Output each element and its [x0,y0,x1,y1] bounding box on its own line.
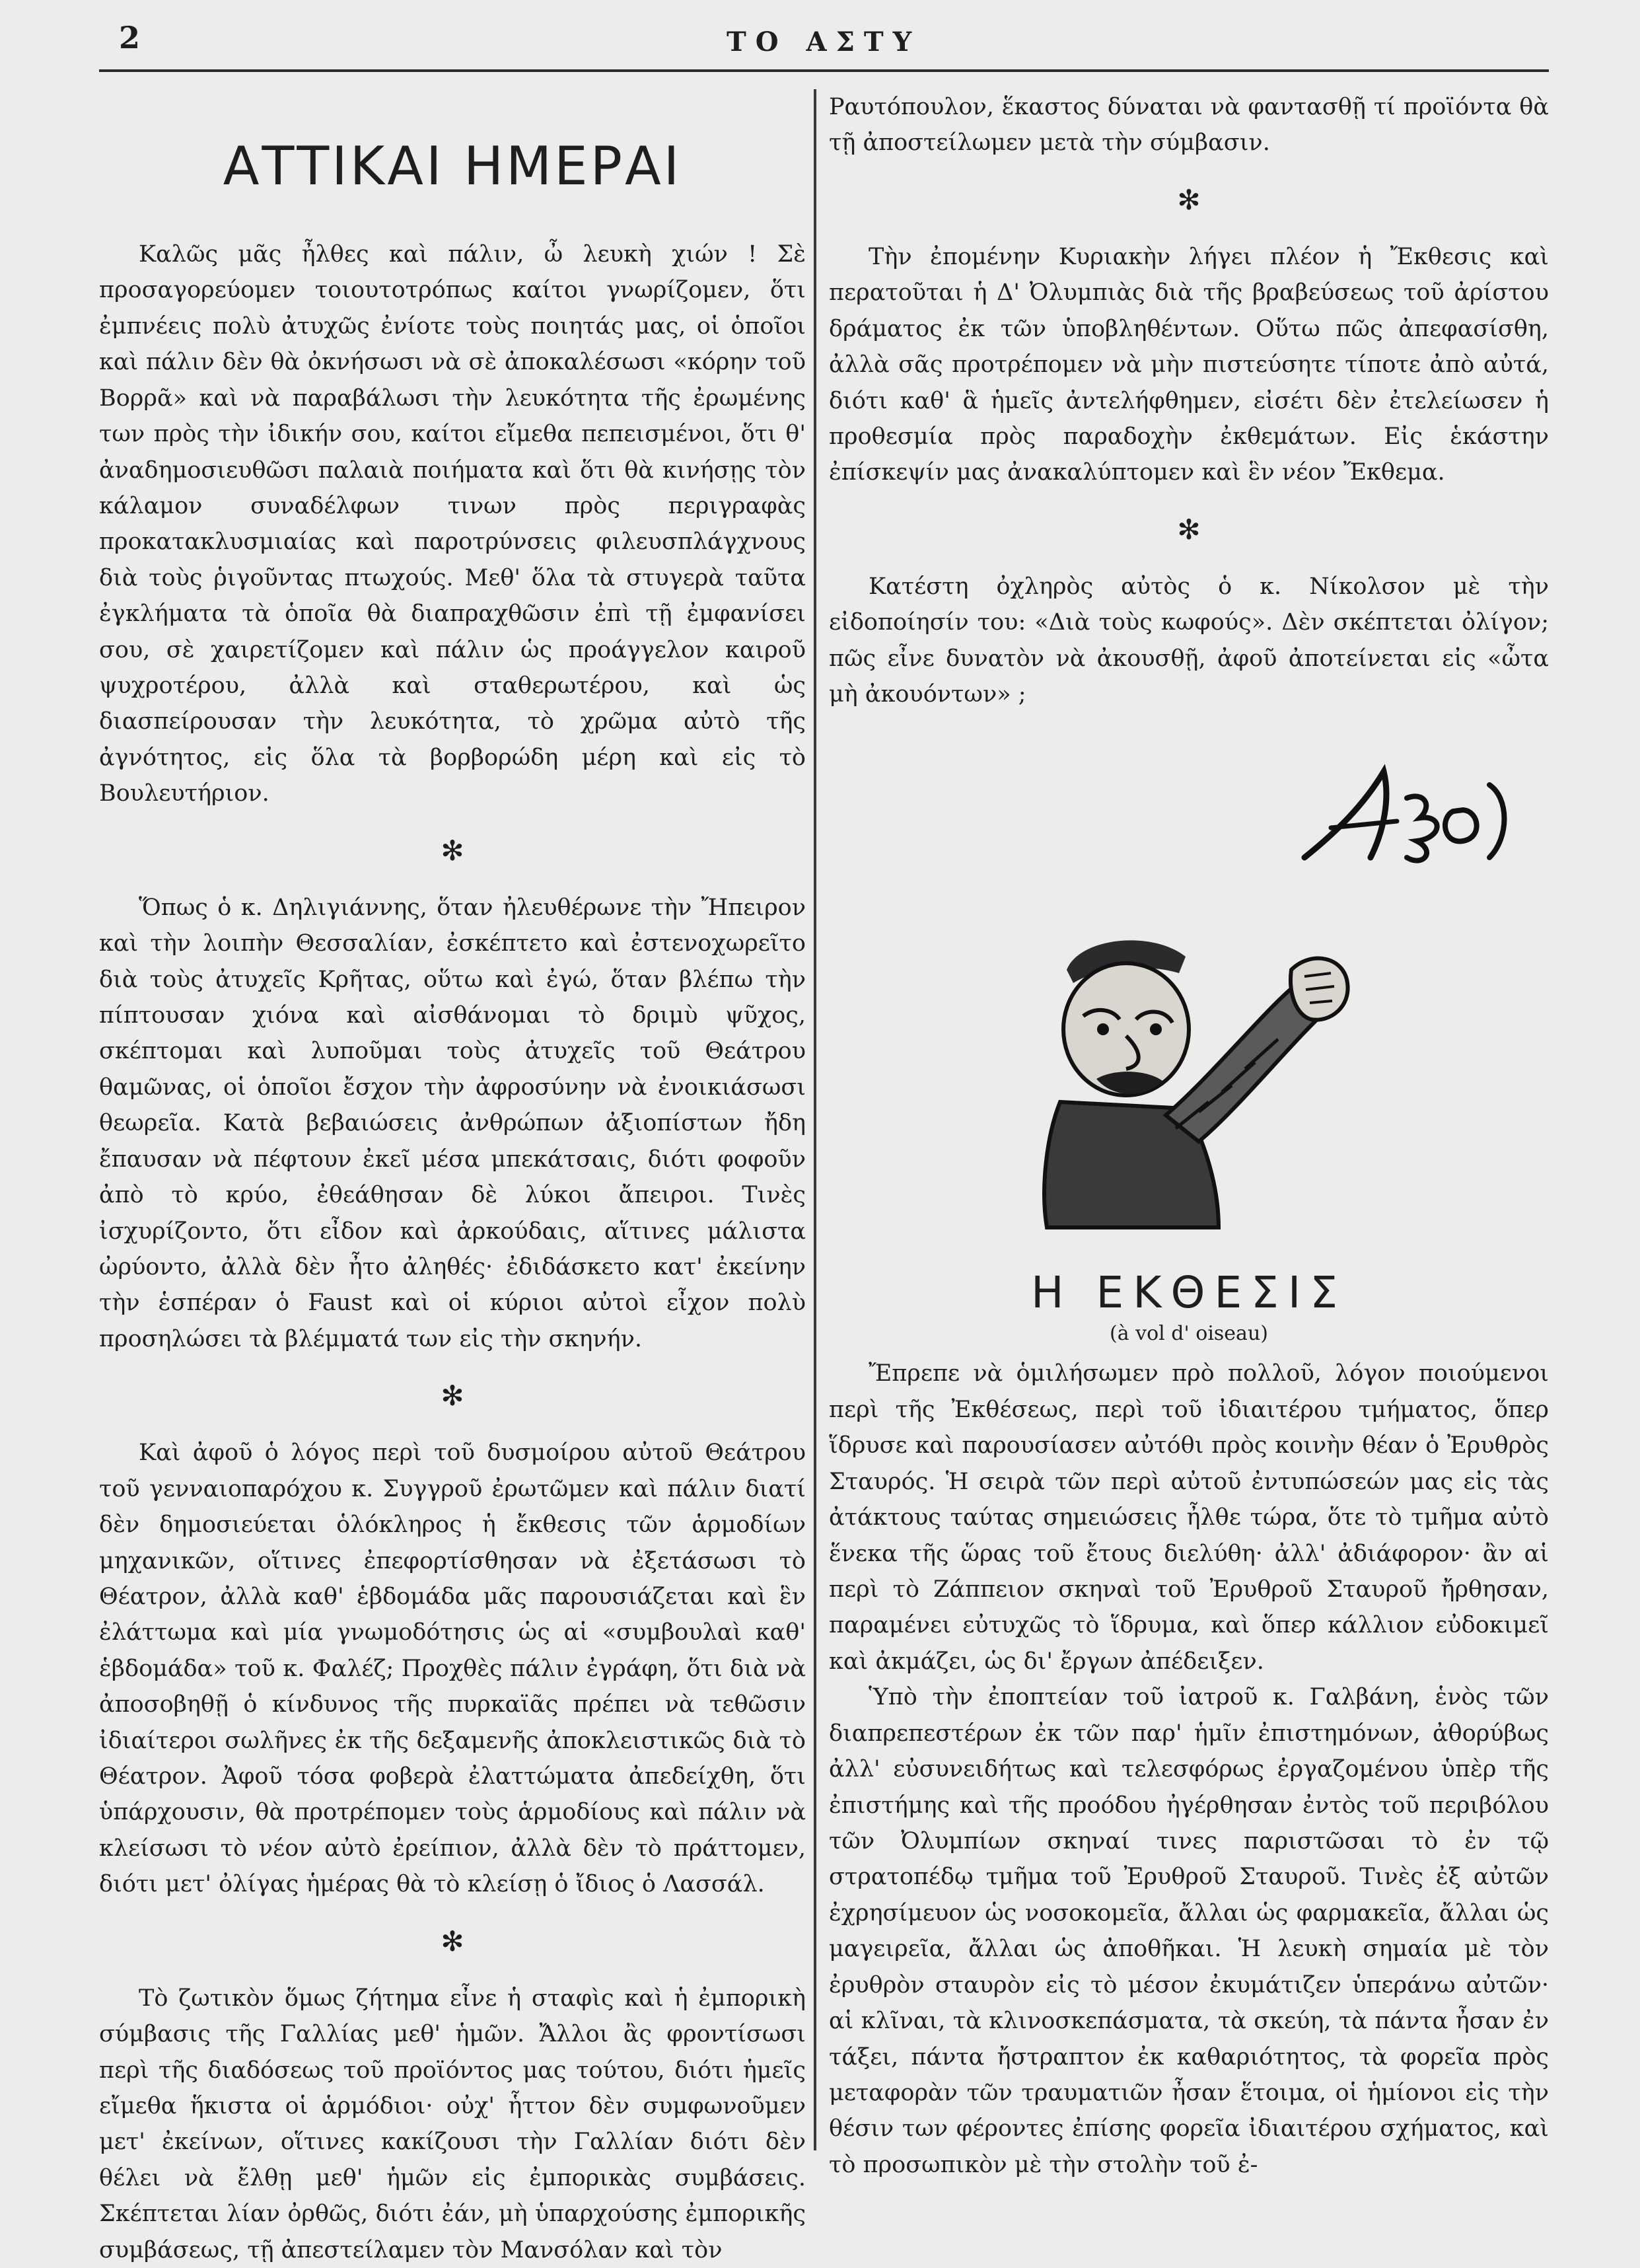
masthead: ΤΟ ΑΣΤΥ [727,26,921,57]
caricature-figure [1020,910,1364,1241]
author-signature [829,758,1549,877]
left-column [99,89,806,2268]
asterism: ✻ [441,1924,464,1957]
column-divider [814,89,816,2150]
paragraph: Ἔπρεπε νὰ ὁμιλήσωμεν πρὸ πολλοῦ, λόγον ποιούμενοι περὶ τῆς Ἐκθέσεως, περὶ τοῦ ἰδιαιτέρου τμήματος, ὅπερ ἵδρυσε καὶ παρουσίασεν αὐτόθι πρὸς κοινὴν θέαν ὁ Ἐρυθρὸς Σταυρός. Ἡ σειρὰ τῶν περὶ αὐτοῦ ἐντυπώσεών μας εἰς τὰς ἀτάκτους ταύτας σημειώσεις ἦλθε τώρα, ὅτε τὸ τμῆμα αὐτὸ ἕνεκα τῆς ὥρας τοῦ ἔτους διελύθη· ἀλλ' ἀδιάφορον· ἂν αἱ περὶ τὸ Ζάππειον σκηναὶ τοῦ Ἐρυθροῦ Σταυροῦ ἤρθησαν, παραμένει εὐτυχῶς τὸ ἵδρυμα, καὶ ὅπερ κάλλιον εὐδοκιμεῖ καὶ ἀκμάζει, ὡς δι' ἔργων ἀπέδειξεν. [829,1360,1549,1675]
paragraph: Κατέστη ὀχληρὸς αὐτὸς ὁ κ. Νίκολσον μὲ τὴν εἰδοποίησίν του: «Διὰ τοὺς κωφούς». Δὲν σκέπτεται ὀλίγον; πῶς εἶνε δυνατὸν νὰ ἀκουσθῇ, ἀφοῦ ἀποτείνεται εἰς «ὦτα μὴ ἀκουόντων» ; [829,573,1549,708]
paragraph: Τὴν ἐπομένην Κυριακὴν λήγει πλέον ἡ Ἔκθεσις καὶ περατοῦται ἡ Δ' Ὀλυμπιὰς διὰ τῆς βραβεύσεως τοῦ ἀρίστου δράματος ἐκ τῶν ὑποβληθέντων. Οὕτω πῶς ἀπεφασίσθη, ἀλλὰ σᾶς προτρέπομεν νὰ μὴν πιστεύσητε τίποτε ἀπὸ αὐτά, διότι καθ' ἃ ἡμεῖς ἀντελήφθημεν, εἰσέτι δὲν ἐτελείωσεν ἡ προθεσμία πρὸς παραδοχὴν ἐκθεμάτων. Εἰς ἑκάστην ἐπίσκεψίν μας ἀνακαλύπτομεν καὶ ἓν νέον Ἔκθεμα. [829,243,1549,486]
section-title-ekthesis: Η ΕΚΘΕΣΙΣ [1030,1267,1347,1319]
paragraph: Ὑπὸ τὴν ἐποπτείαν τοῦ ἰατροῦ κ. Γαλβάνη, ἑνὸς τῶν διαπρεπεστέρων ἐκ τῶν παρ' ἡμῖν ἐπιστημόνων, ἀθορύβως ἀλλ' εὐσυνειδήτως καὶ τελεσφόρως ἐργαζομένου ὑπὲρ τῆς ἐπιστήμης καὶ τῆς προόδου ἠγέρθησαν ἐντὸς τοῦ περιβόλου τῶν Ὀλυμπίων σκηναί τινες παριστῶσαι τὸ ἐν τῷ στρατοπέδῳ τμῆμα τοῦ Ἐρυθροῦ Σταυροῦ. Τινὲς ἐξ αὐτῶν ἐχρησίμευον ὡς νοσοκομεῖα, ἄλλαι ὡς φαρμακεῖα, ἄλλαι ὡς μαγειρεῖα, ἄλλαι ὡς ἀποθῆκαι. Ἡ λευκὴ σημαία μὲ τὸν ἐρυθρὸν σταυρὸν εἰς τὸ μέσον ἐκυμάτιζεν ὑπεράνω αὐτῶν· αἱ κλῖναι, τὰ κλινοσκεπάσματα, τὰ σκεύη, τὰ πάντα ἦσαν ἐν τάξει, πάντα ἤστραπτον ἐκ καθαριότητος, τὰ φορεῖα πρὸς μεταφορὰν τῶν τραυματιῶν ἦσαν ἕτοιμα, οἱ ἡμίονοι εἰς τὴν θέσιν των φέροντες ἐπίσης φορεῖα ἰδιαιτέρου σχήματος, καὶ τὸ προσωπικὸν μὲ τὴν στολὴν τοῦ ἐ- [829,1684,1549,2178]
page-number: 2 [119,20,141,55]
asterism: ✻ [441,1379,464,1412]
caricature-illustration [829,910,1549,1254]
paragraph: Τὸ ζωτικὸν ὅμως ζήτημα εἶνε ἡ σταφὶς καὶ ἡ ἐμπορικὴ σύμβασις τῆς Γαλλίας μεθ' ἡμῶν. Ἄλλοι ἂς φροντίσωσι περὶ τῆς διαδόσεως τοῦ προϊόντος μας τούτου, διότι ἡμεῖς εἴμεθα ἥκιστα οἱ ἁρμόδιοι· οὐχ' ἧττον δὲν συμφωνοῦμεν μετ' ἐκείνων, οἵτινες κακίζουσι τὴν Γαλλίαν διότι δὲν θέλει νὰ ἔλθῃ μεθ' ἡμῶν εἰς ἐμπορικὰς συμβάσεις. Σκέπτεται λίαν ὀρθῶς, διότι ἐάν, μὴ ὑπαρχούσης ἐμπορικῆς συμβάσεως, τῇ ἀπεστείλαμεν τὸν Μανσόλαν καὶ τὸν [99,1985,806,2263]
asterism: ✻ [1177,183,1201,216]
right-column [829,89,1549,2183]
paragraph: Ὅπως ὁ κ. Δηλιγιάννης, ὅταν ἠλευθέρωνε τὴν Ἤπειρον καὶ τὴν λοιπὴν Θεσσαλίαν, ἐσκέπτετο καὶ ἐστενοχωρεῖτο διὰ τοὺς ἀτυχεῖς Κρῆτας, οὕτω καὶ ἐγώ, ὅταν βλέπω τὴν πίπτουσαν χιόνα καὶ αἰσθάνομαι τὸ δριμὺ ψῦχος, σκέπτομαι καὶ λυποῦμαι τοὺς ἀτυχεῖς τοῦ Θεάτρου θαμῶνας, οἱ ὁποῖοι ἔσχον τὴν ἀφροσύνην νὰ ἐνοικιάσωσι θεωρεῖα. Κατὰ βεβαιώσεις ἀνθρώπων ἀξιοπίστων ἤδη ἔπαυσαν νὰ πέφτουν ἐκεῖ μέσα μπεκάτσαις, διότι φοφοῦν ἀπὸ τὸ κρύο, ἐθεάθησαν δὲ λύκοι ἄπειροι. Τινὲς ἰσχυρίζοντο, ὅτι εἶδον καὶ ἀρκούδαις, αἵτινες μάλιστα ὠρύοντο, ἀλλὰ δὲν ἦτο ἀληθές· ἐδιδάσκετο κατ' ἐκείνην τὴν ἑσπέραν ὁ Faust καὶ οἱ κύριοι αὐτοὶ εἶχον πολὺ προσηλώσει τὰ βλέμματά των εἰς τὴν σκηνήν. [99,894,806,1352]
header-rule [99,69,1549,72]
asterism: ✻ [1177,513,1201,546]
asterism: ✻ [441,834,464,867]
section-subtitle: (à vol d' oiseau) [1110,1322,1268,1346]
paragraph: Καὶ ἀφοῦ ὁ λόγος περὶ τοῦ δυσμοίρου αὐτοῦ Θεάτρου τοῦ γενναιοπαρόχου κ. Συγγροῦ ἐρωτῶμεν καὶ πάλιν διατί δὲν δημοσιεύεται ὁλόκληρος ἡ ἔκθεσις τῶν ἁρμοδίων μηχανικῶν, οἵτινες ἐπεφορτίσθησαν νὰ ἐξετάσωσι τὸ Θέατρον, ἀλλὰ καθ' ἑβδομάδα μᾶς παρουσιάζεται καὶ ἓν ἐλάττωμα καὶ μία γνωμοδότησις ὡς αἱ «συμβουλαὶ καθ' ἑβδομάδα» τοῦ κ. Φαλέζ; Προχθὲς πάλιν ἐγράφη, ὅτι διὰ νὰ ἀποσοβηθῇ ὁ κίνδυνος τῆς πυρκαϊᾶς πρέπει νὰ τεθῶσιν ἰδιαίτεροι σωλῆνες ἐκ τῆς δεξαμενῆς ἀποκλειστικῶς διὰ τὸ Θέατρον. Ἀφοῦ τόσα φοβερὰ ἐλαττώματα ἀπεδείχθη, ὅτι ὑπάρχουσιν, θὰ προτρέπομεν τοὺς ἁρμοδίους καὶ πάλιν νὰ κλείσωσι τὸ νέον αὐτὸ ἐρείπιον, ἀλλὰ δὲν τὸ πράττομεν, διότι μετ' ὀλίγας ἡμέρας θὰ τὸ κλείσῃ ὁ ἴδιος ὁ Λασσάλ. [99,1440,806,1898]
paragraph: Ραυτόπουλον, ἕκαστος δύναται νὰ φαντασθῇ τί προϊόντα θὰ τῇ ἀποστείλωμεν μετὰ τὴν σύμβασιν. [829,94,1549,157]
paragraph: Καλῶς μᾶς ἦλθες καὶ πάλιν, ὦ λευκὴ χιών ! Σὲ προσαγορεύομεν τοιουτοτρόπως καίτοι γνωρίζομεν, ὅτι ἐμπνέεις πολὺ ἀτυχῶς ἐνίοτε τοὺς ποιητάς μας, οἱ ὁποῖοι καὶ πάλιν δὲν θὰ ὀκνήσωσι νὰ σὲ ἀποκαλέσωσι «κόρην τοῦ Βορρᾶ» καὶ νὰ παραβάλωσι τὴν λευκότητα τῆς ἐρωμένης των πρὸς τὴν ἰδικήν σου, καίτοι εἴμεθα πεπεισμένοι, ὅτι θ' ἀναδημοσιευθῶσι παλαιὰ ποιήματα καὶ ὅτι θὰ κινήσῃς τὸν κάλαμον συναδέλφων τινων πρὸς περιγραφὰς προκατακλυσμιαίας καὶ παροτρύνσεις φιλευσπλάγχνους διὰ τοὺς ῥιγοῦντας πτωχούς. Μεθ' ὅλα τὰ στυγερὰ ταῦτα ἐγκλήματα τὰ ὁποῖα θὰ διαπραχθῶσιν ἐπὶ τῇ ἐμφανίσει σου, σὲ χαιρετίζομεν καὶ πάλιν ὡς προάγγελον καιροῦ ψυχροτέρου, ἀλλὰ καὶ σταθερωτέρου, καὶ ὡς διασπείρουσαν τὴν λευκότητα, τὸ χρῶμα αὐτὸ τῆς ἀγνότητος, εἰς ὅλα τὰ βορβορώδη μέρη καὶ εἰς τὸ Βουλευτήριον. [99,241,806,807]
section-title-attikai: ΑΤΤΙΚΑΙ ΗΜΕΡΑΙ [223,135,682,197]
signature-flourish [1291,758,1516,871]
